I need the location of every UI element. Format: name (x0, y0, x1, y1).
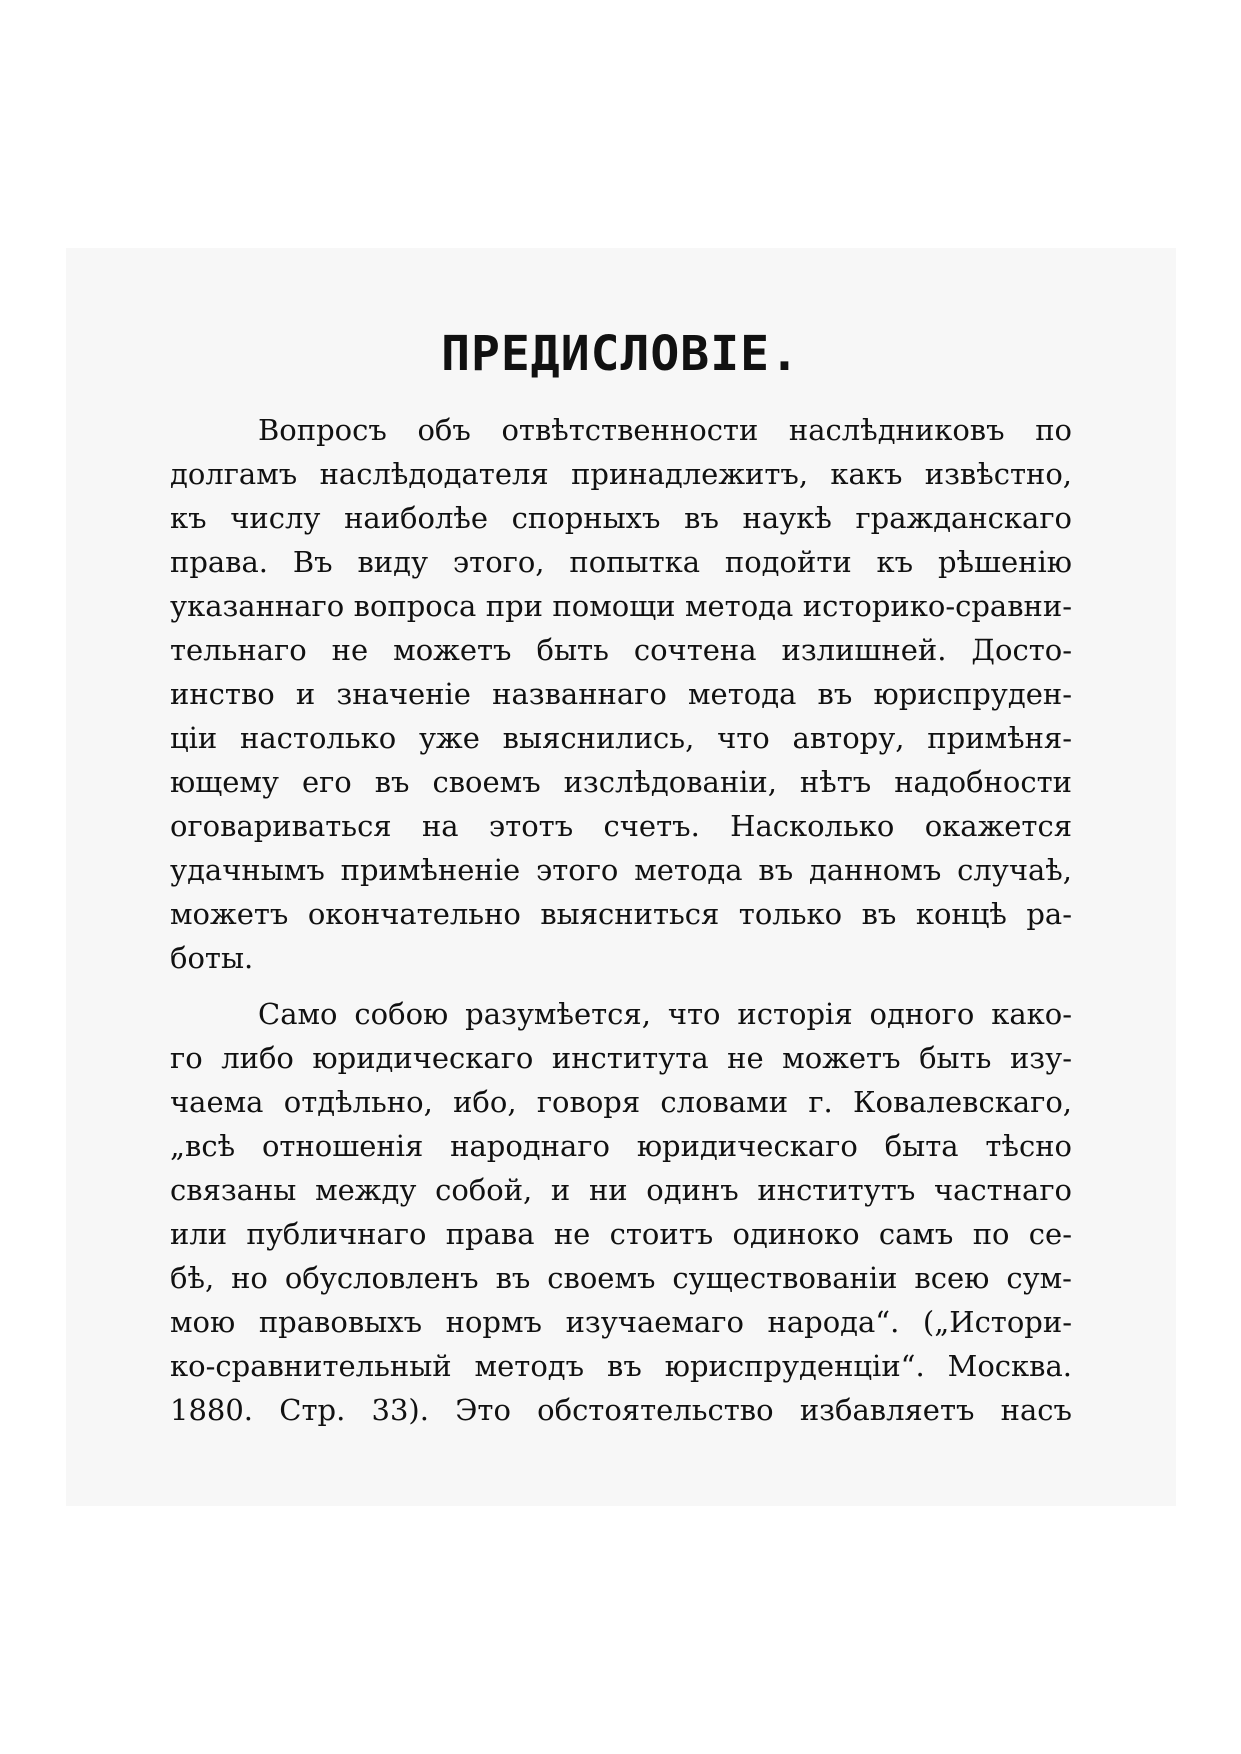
text-line: связаны между собой, и ни одинъ институтъ частнаго (170, 1173, 1072, 1207)
text-line: Само собою разумѣется, что исторія одного како- (258, 997, 1072, 1031)
text-line: удачнымъ примѣненіе этого метода въ данномъ случаѣ, (170, 853, 1072, 887)
text-line: чаема отдѣльно, ибо, говоря словами г. Ковалевскаго, (170, 1085, 1072, 1119)
text-line: оговариваться на этотъ счетъ. Насколько окажется (170, 809, 1072, 843)
text-line: права. Въ виду этого, попытка подойти къ рѣшенію (170, 545, 1072, 579)
text-line: Вопросъ объ отвѣтственности наслѣдниковъ по (258, 413, 1072, 447)
text-line: ющему его въ своемъ изслѣдованіи, нѣтъ надобности (170, 765, 1072, 799)
text-line: или публичнаго права не стоитъ одиноко самъ по се- (170, 1217, 1072, 1251)
page-title: ПРЕДИСЛОВІЕ. (441, 326, 800, 383)
text-line: ко-сравнительный методъ въ юриспруденціи“. Москва. (170, 1349, 1072, 1383)
text-line: ціи настолько уже выяснились, что автору, примѣня- (170, 721, 1072, 755)
text-line: долгамъ наслѣдодателя принадлежитъ, какъ извѣстно, (170, 457, 1072, 491)
text-line: боты. (170, 941, 254, 975)
text-line: мою правовыхъ нормъ изучаемаго народа“. („Истори- (170, 1305, 1072, 1339)
text-line: къ числу наиболѣе спорныхъ въ наукѣ гражданскаго (170, 501, 1072, 535)
text-line: указаннаго вопроса при помощи метода историко-сравни- (170, 589, 1072, 623)
text-line: го либо юридическаго института не можетъ быть изу- (170, 1041, 1072, 1075)
text-line: бѣ, но обусловленъ въ своемъ существованіи всею сум- (170, 1261, 1072, 1295)
text-line: тельнаго не можетъ быть сочтена излишней. Досто- (170, 633, 1072, 667)
text-line: можетъ окончательно выясниться только въ концѣ ра- (170, 897, 1072, 931)
text-line: инство и значеніе названнаго метода въ юриспруден- (170, 677, 1072, 711)
text-line: „всѣ отношенія народнаго юридическаго быта тѣсно (170, 1129, 1072, 1163)
text-line: 1880. Стр. 33). Это обстоятельство избавляетъ насъ (170, 1393, 1072, 1427)
